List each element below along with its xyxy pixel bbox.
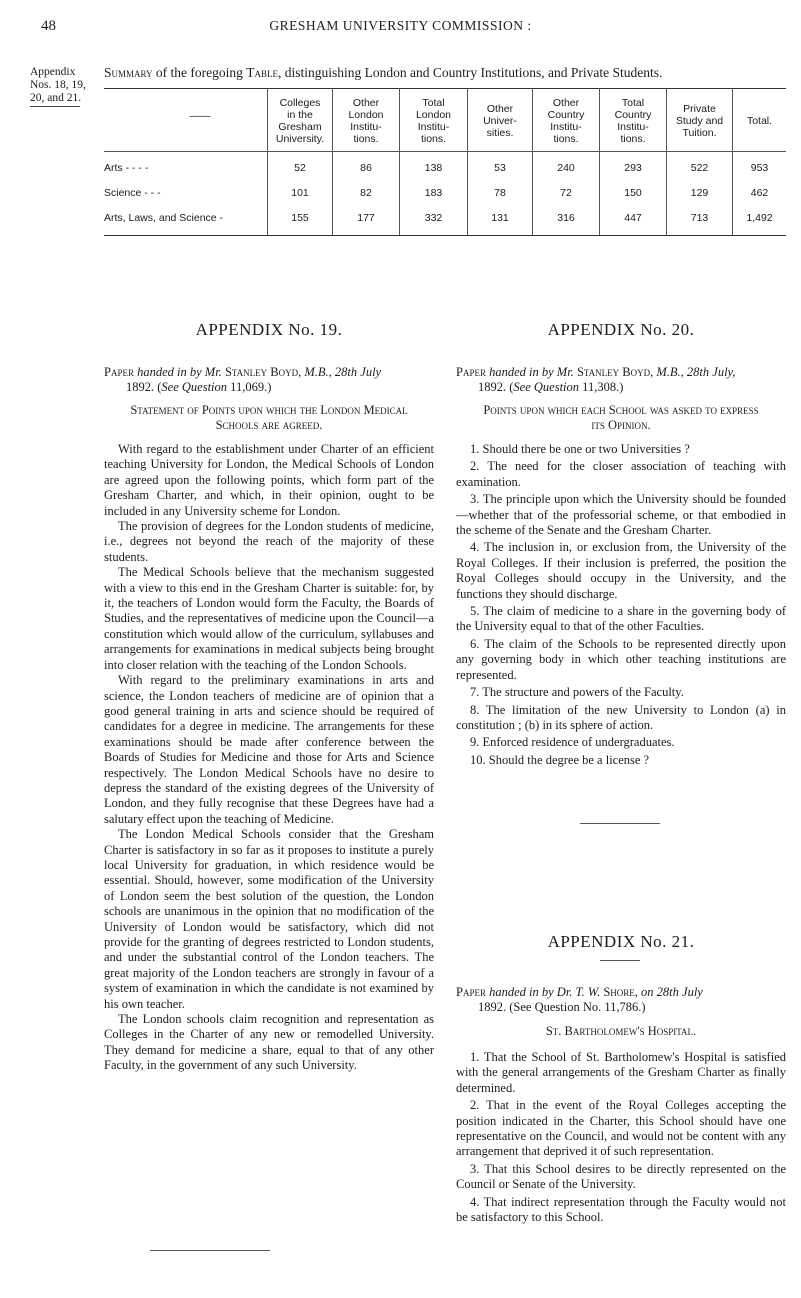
- column-header: Other Univer- sities.: [483, 103, 517, 139]
- appendix-21-body: [456, 1050, 786, 1227]
- paragraph: The Medical Schools believe that the mechanism suggested with a view to this end in the Gresham Charter is suitable: for, by it, the teachers of London would form the Faculty, the Boards of Studies, and the representatives of medicine upon the Council—a constitution which would allow of the curriculum, syllabuses and arrangements for examinations in medical subjects being brought into closer relation with the teaching of the London Schools.: [104, 565, 434, 672]
- column-header: Total London Institu- tions.: [415, 97, 452, 145]
- table-cell: 138: [424, 162, 443, 174]
- list-item: 7. The structure and powers of the Faculty.: [470, 685, 684, 700]
- column-header: Other London Institu- tions.: [348, 97, 384, 145]
- table-cell: 316: [557, 212, 575, 224]
- list-item: 5. The claim of medicine to a share in the governing body of the University equal to that of the other Faculties.: [456, 604, 786, 634]
- table-cell: 522: [690, 162, 709, 174]
- column-header: Private Study and Tuition.: [675, 103, 724, 139]
- table-cell: 72: [560, 187, 572, 199]
- table-cell: 1,492: [746, 212, 773, 224]
- appendix-19-body: [104, 442, 434, 1074]
- header-corner: ——: [189, 110, 211, 122]
- hospital-heading: St. Bartholomew's Hospital.: [545, 1024, 697, 1038]
- table-header-rule: [104, 151, 786, 152]
- list-item: 6. The claim of the Schools to be represented directly upon any governing body in which other teaching institutions are represented.: [456, 636, 786, 682]
- list-item: 10. Should the degree be a license ?: [470, 752, 650, 767]
- appendix-20-source: Paper handed in by Mr. Stanley Boyd, M.B., 28th July, 1892. (See Question 11,308.): [456, 365, 736, 394]
- list-item: 4. That indirect representation through the Faculty would not be satisfactory to this School.: [456, 1194, 786, 1225]
- paragraph: With regard to the preliminary examinations in arts and science, the London teachers of medicine are of opinion that a good general training in arts and science should be required of candidates for a degree in medicine. The arrangements for these examinations should be made after conference between the Boards of Studies for Medicine and those for Arts and Science respectively. The London Medical Schools have no desire to depress the standard of the existing degrees of the University of London, and they fully recognise that these Degrees have had a salutary effect upon the teaching of Medicine.: [104, 673, 434, 826]
- appendix-20-body: [456, 442, 786, 770]
- table-cell: 78: [494, 187, 506, 199]
- list-item: 4. The inclusion in, or exclusion from, the University of the Royal Colleges. If their inclusion is preferred, the position the Royal Colleges should occupy in the University, and the functions they should discharge.: [456, 540, 786, 601]
- appendix-19-source: Paper handed in by Mr. Stanley Boyd, M.B., 28th July 1892. (See Question 11,069.): [104, 365, 382, 394]
- row-label: Arts - - - -: [104, 162, 149, 174]
- list-item: 3. The principle upon which the University should be founded—whether that of the professorial scheme, or that embodied in the scheme of the Senate and the Gresham Charter.: [456, 492, 786, 538]
- paragraph: With regard to the establishment under Charter of an efficient teaching University for London, the Medical Schools of London are agreed upon the following points, which form part of the Gresham Charter, and which, in their opinion, ought to be included in any University scheme for London.: [104, 442, 434, 518]
- table-cell: 101: [291, 187, 309, 199]
- caption-text: of the foregoing: [152, 65, 247, 80]
- table-cell: 713: [690, 212, 709, 224]
- running-title: GRESHAM UNIVERSITY COMMISSION :: [269, 18, 532, 33]
- list-item: 8. The limitation of the new University to London (a) in constitution ; (b) in its sphere of action.: [456, 702, 786, 732]
- margin-note-line: Appendix: [30, 66, 76, 78]
- paragraph: The London Medical Schools consider that the Gresham Charter is satisfactory in so far as it proposes to institute a purely local University for graduation, in which residence would be essential. Should, however, some modification of the University of London seem the best solution of the question, the London schools are unanimous in the opinion that no modification of the University of London would be satisfactory, which did not provide for the granting of degrees restricted to London students, and under the substantial control of the London teachers. The great majority of the London teachers are strongly in favour of a system of examination in which the candidate is not examined by his own teacher.: [104, 827, 434, 1011]
- appendix-21-source: Paper handed in by Dr. T. W. Shore, on 28th July 1892. (See Question No. 11,786.): [456, 985, 703, 1014]
- statement-heading: Statement of Points upon which the London Medical Schools are agreed.: [130, 403, 408, 432]
- appendix-20-heading: APPENDIX No. 20.: [547, 320, 695, 339]
- column-header: Total.: [746, 115, 773, 127]
- end-rule: [150, 1250, 270, 1251]
- column-header: Total Country Institu- tions.: [614, 97, 652, 145]
- list-item: 1. Should there be one or two Universities ?: [470, 442, 690, 456]
- column-header: Other Country Institu- tions.: [547, 97, 585, 145]
- row-label: Arts, Laws, and Science -: [104, 212, 224, 224]
- caption-prefix: Summary: [104, 65, 153, 80]
- paragraph: The London schools claim recognition and representation as Colleges in the Charter of any new or remodelled University. They demand for medicine a share, equal to that of any other Faculty, in the government of any such University.: [104, 1012, 434, 1073]
- points-heading: Points upon which each School was asked to express its Opinion.: [483, 403, 759, 432]
- list-item: 3. That this School desires to be directly represented on the Council or Senate of the University.: [456, 1161, 786, 1192]
- table-cell: 53: [494, 162, 506, 174]
- paragraph: The provision of degrees for the London students of medicine, i.e., degrees not beyond the reach of the majority of these students.: [104, 519, 434, 564]
- table-cell: 953: [750, 162, 769, 174]
- table-cell: 332: [424, 212, 443, 224]
- table-top-rule: [104, 88, 786, 89]
- margin-note-line: Nos. 18, 19,: [30, 79, 86, 91]
- table-cell: 129: [690, 187, 709, 199]
- table-cell: 240: [557, 162, 575, 174]
- table-cell: 150: [624, 187, 642, 199]
- table-caption: [104, 65, 662, 81]
- table-cell: 447: [624, 212, 642, 224]
- caption-text: distinguishing London and Country Institutions, and Private Students.: [281, 65, 663, 80]
- page-number: 48: [41, 18, 56, 34]
- table-cell: 82: [360, 187, 372, 199]
- table-cell: 293: [624, 162, 642, 174]
- caption-table-word: Table,: [246, 65, 282, 80]
- table-cell: 177: [357, 212, 375, 224]
- margin-rule: [30, 106, 80, 107]
- section-rule: [580, 823, 660, 824]
- appendix-19-heading: APPENDIX No. 19.: [195, 320, 343, 339]
- list-item: 9. Enforced residence of undergraduates.: [470, 735, 675, 750]
- table-cell: 183: [424, 187, 443, 199]
- table-cell: 462: [750, 187, 769, 199]
- list-item: 2. That in the event of the Royal Colleges accepting the position indicated in the Charter, this School should have one representative on the Council, and would not be content with any arrangement that deprived it of such representation.: [456, 1098, 786, 1159]
- row-label: Science - - -: [104, 187, 161, 199]
- list-item: 2. The need for the closer association of teaching with examination.: [456, 459, 786, 489]
- appendix-21-heading: APPENDIX No. 21.: [547, 932, 695, 951]
- heading-rule: [600, 960, 640, 961]
- margin-note-line: 20, and 21.: [30, 92, 82, 104]
- table-bottom-rule: [104, 235, 786, 236]
- table-cell: 131: [491, 212, 509, 224]
- list-item: 1. That the School of St. Bartholomew's Hospital is satisfied with the general arrangements of the Gresham Charter as finally determined.: [456, 1050, 786, 1095]
- table-cell: 86: [360, 162, 372, 174]
- column-header: Colleges in the Gresham University.: [275, 97, 325, 145]
- table-cell: 52: [294, 162, 306, 174]
- table-cell: 155: [291, 212, 309, 224]
- margin-note: [30, 66, 100, 105]
